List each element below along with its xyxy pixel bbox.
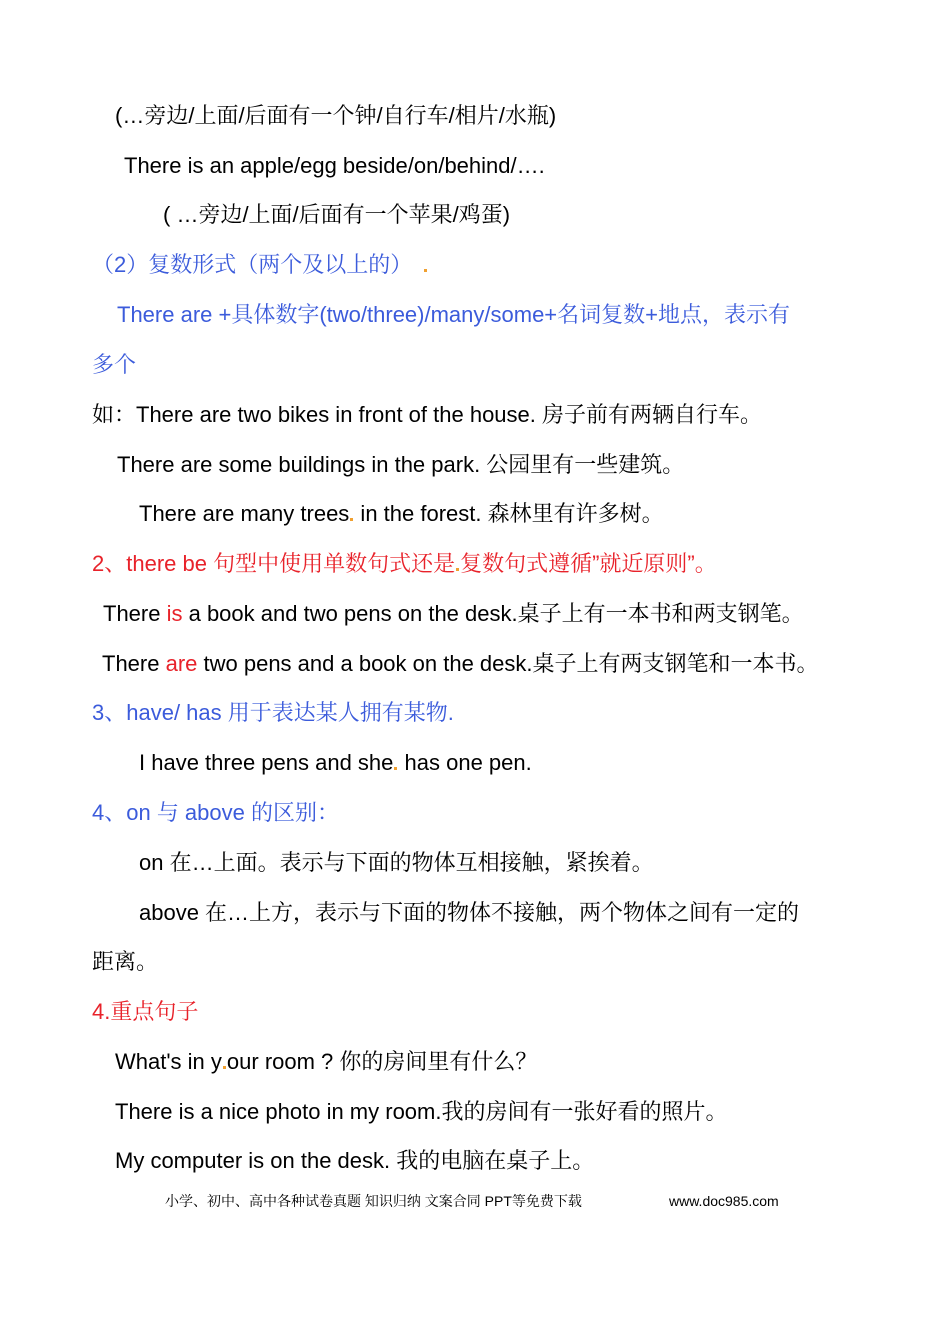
edit-mark [223, 1066, 226, 1069]
text-line: (…旁边/上面/后面有一个钟/自行车/相片/水瓶) [115, 103, 557, 128]
example-line: My computer is on the desk. 我的电脑在桌子上。 [115, 1148, 595, 1173]
example-text: There are many trees [139, 501, 350, 526]
text-line: There are +具体数字(two/three)/many/some+名词复数+地点，表示有 [117, 302, 790, 327]
example-line: There are some buildings in the park. 公园里有一些建筑。 [117, 452, 685, 477]
section-heading-rule [92, 549, 717, 579]
example-text: our room ? 你的房间里有什么？ [226, 1049, 538, 1074]
example-line [139, 499, 664, 529]
text-line: ( …旁边/上面/后面有一个苹果/鸡蛋) [163, 202, 511, 227]
example-line [103, 599, 804, 629]
text-line: There is an apple/egg beside/on/behind/…. [124, 153, 545, 178]
example-line: There is a nice photo in my room.我的房间有一张好看的照片。 [115, 1099, 728, 1124]
example-line: 如：There are two bikes in front of the house. 房子前有两辆自行车。 [92, 402, 763, 427]
example-text: There [103, 601, 167, 626]
section-heading-on-above: 4、on 与 above 的区别： [92, 800, 339, 825]
page-footer [0, 1189, 950, 1213]
example-text: in the forest. 森林里有许多树。 [354, 501, 664, 526]
heading-text: 2、there be 句型中使用单数句式还是 [92, 551, 456, 576]
example-text: a book and two pens on the desk.桌子上有一本书和两支钢笔。 [182, 601, 804, 626]
text-line: on 在…上面。表示与下面的物体互相接触，紧挨着。 [139, 850, 654, 875]
section-heading-have: 3、have/ has 用于表达某人拥有某物. [92, 700, 454, 725]
edit-mark [394, 767, 397, 770]
example-line [102, 649, 819, 679]
text-line: above 在…上方，表示与下面的物体不接触，两个物体之间有一定的 [139, 900, 800, 925]
example-line [115, 1047, 537, 1077]
example-text: I have three pens and she [139, 750, 394, 775]
text-line: 多个 [92, 352, 137, 377]
text-line: 距离。 [92, 949, 159, 974]
highlight-word: is [166, 601, 183, 626]
heading-text: 复数句式遵循”就近原则”。 [460, 551, 717, 576]
example-text: two pens and a book on the desk.桌子上有两支钢笔和一本书。 [197, 651, 819, 676]
example-text: There [102, 651, 166, 676]
section-heading-key-sentences: 4.重点句子 [92, 999, 199, 1024]
edit-mark [350, 518, 353, 521]
edit-mark [456, 568, 459, 571]
edit-mark [424, 269, 427, 272]
example-text: has one pen. [398, 750, 532, 775]
footer-text: 小学、初中、高中各种试卷真题 知识归纳 文案合同 PPT等免费下载 [165, 1193, 582, 1209]
footer-link[interactable]: www.doc985.com [669, 1193, 779, 1209]
example-line [139, 748, 532, 778]
heading-text: （2）复数形式（两个及以上的） [92, 252, 413, 277]
highlight-word: are [165, 651, 198, 676]
section-heading-plural [92, 250, 428, 280]
example-text: What's in y [115, 1049, 222, 1074]
